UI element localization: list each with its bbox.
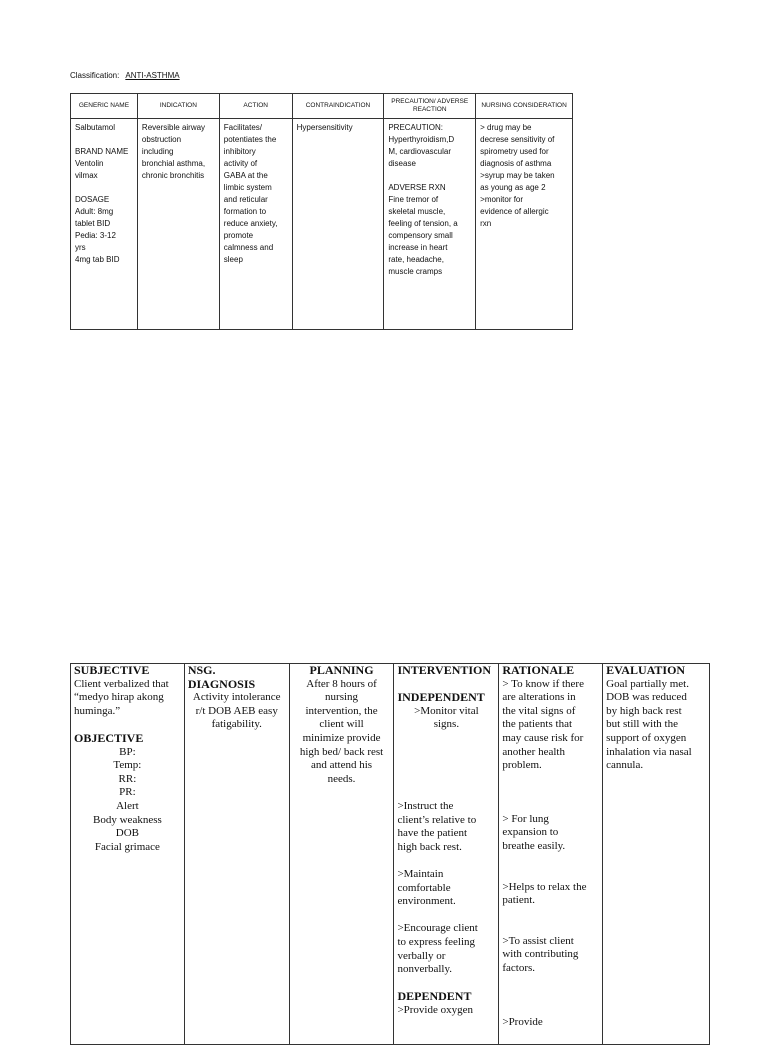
header-indication: INDICATION: [137, 94, 219, 119]
dose-1: Adult: 8mg: [75, 207, 114, 216]
action-line: limbic system: [223, 183, 272, 192]
indication-line: bronchial asthma,: [141, 159, 206, 168]
rationale-line: may cause risk for: [502, 731, 584, 744]
cell-precaution: [384, 119, 476, 330]
action-line: activity of: [223, 159, 258, 168]
dependent-label: DEPENDENT: [397, 989, 472, 1004]
objective-item: Body weakness: [93, 813, 162, 826]
adverse-line: Fine tremor of: [388, 195, 439, 204]
dose-5: 4mg tab BID: [75, 255, 120, 264]
ncp-row: [71, 664, 710, 1045]
adverse-line: ADVERSE RXN: [388, 183, 446, 192]
subjective-line: huminga.”: [74, 704, 121, 717]
intervention-line: high back rest.: [397, 840, 462, 853]
precaution-line: Hyperthyroidism,D: [388, 135, 455, 144]
dose-3: Pedia: 3-12: [75, 231, 116, 240]
independent-label: INDEPENDENT: [397, 690, 485, 705]
adverse-line: compensory small: [388, 231, 453, 240]
diagnosis-line: r/t DOB AEB easy: [195, 704, 278, 717]
evaluation-line: but still with the: [606, 718, 678, 731]
header-precaution: PRECAUTION/ ADVERSE REACTION: [384, 94, 476, 119]
planning-header: PLANNING: [309, 663, 374, 677]
subjective-header: SUBJECTIVE: [74, 663, 150, 677]
action-line: GABA at the: [223, 171, 268, 180]
diagnosis-line: fatigability.: [211, 718, 262, 731]
action-line: potentiates the: [223, 135, 277, 144]
intervention-line: signs.: [433, 718, 460, 731]
generic-name: Salbutamol: [75, 123, 116, 132]
header-action: ACTION: [219, 94, 292, 119]
planning-line: intervention, the: [305, 704, 378, 717]
dose-4: yrs: [75, 243, 86, 252]
contraindication-line: Hypersensitivity: [296, 123, 353, 132]
adverse-line: feeling of tension, a: [388, 219, 458, 228]
cell-nursing-consideration: [476, 119, 573, 330]
action-line: inhibitory: [223, 147, 256, 156]
rationale-line: factors.: [502, 961, 536, 974]
nursing-line: >syrup may be taken: [480, 171, 555, 180]
header-contraindication: CONTRAINDICATION: [292, 94, 384, 119]
intervention-line: >Monitor vital: [414, 704, 479, 717]
rationale-line: >Helps to relax the: [502, 880, 587, 893]
planning-line: After 8 hours of: [306, 677, 377, 690]
nursing-line: >monitor for: [480, 195, 524, 204]
cell-indication: [137, 119, 219, 330]
rationale-header: RATIONALE: [502, 663, 575, 677]
brand-1: Ventolin: [75, 159, 104, 168]
evaluation-line: by high back rest: [606, 704, 682, 717]
indication-line: chronic bronchitis: [141, 171, 205, 180]
cell-diagnosis: [184, 664, 289, 1045]
nursing-line: spirometry used for: [480, 147, 549, 156]
rationale-line: the vital signs of: [502, 704, 576, 717]
cell-generic-name: [71, 119, 138, 330]
planning-line: high bed/ back rest: [299, 745, 384, 758]
subjective-line: Client verbalized that: [74, 677, 169, 690]
adverse-line: increase in heart: [388, 243, 448, 252]
objective-item: Temp:: [113, 759, 142, 772]
precaution-line: PRECAUTION:: [388, 123, 443, 132]
rationale-line: expansion to: [502, 826, 559, 839]
rationale-line: >To assist client: [502, 934, 574, 947]
nursing-line: rxn: [480, 219, 492, 228]
objective-item: BP:: [119, 745, 136, 758]
rationale-line: with contributing: [502, 948, 579, 961]
action-line: reduce anxiety,: [223, 219, 278, 228]
objective-item: Alert: [116, 799, 139, 812]
indication-line: Reversible airway: [141, 123, 206, 132]
drug-table-header-row: [71, 94, 573, 119]
evaluation-line: DOB was reduced: [606, 691, 687, 704]
cell-evaluation: [603, 664, 710, 1045]
dosage-label: DOSAGE: [75, 195, 110, 204]
intervention-line: have the patient: [397, 827, 468, 840]
intervention-line: client’s relative to: [397, 813, 477, 826]
drug-study-table: [70, 93, 573, 330]
drug-table-body-row: [71, 119, 573, 330]
intervention-line: environment.: [397, 895, 456, 908]
classification-line: [70, 71, 180, 80]
adverse-line: rate, headache,: [388, 255, 444, 264]
intervention-line: to express feeling: [397, 935, 476, 948]
precaution-line: disease: [388, 159, 416, 168]
nursing-care-plan-table: [70, 663, 710, 1045]
intervention-line: >Instruct the: [397, 799, 454, 812]
adverse-line: skeletal muscle,: [388, 207, 446, 216]
nursing-line: as young as age 2: [480, 183, 546, 192]
nursing-line: > drug may be: [480, 123, 532, 132]
rationale-line: problem.: [502, 759, 542, 772]
action-line: formation to: [223, 207, 267, 216]
evaluation-line: support of oxygen: [606, 731, 687, 744]
intervention-line: nonverbally.: [397, 963, 453, 976]
diagnosis-line: Activity intolerance: [192, 691, 281, 704]
cell-intervention: [394, 664, 499, 1045]
objective-item: Facial grimace: [94, 840, 160, 853]
intervention-line: verbally or: [397, 949, 446, 962]
nursing-line: diagnosis of asthma: [480, 159, 552, 168]
objective-item: RR:: [118, 772, 137, 785]
action-line: promote: [223, 231, 254, 240]
evaluation-header: EVALUATION: [606, 663, 686, 677]
rationale-line: >Provide: [502, 1015, 543, 1028]
classification-value: ANTI-ASTHMA: [125, 71, 180, 80]
cell-planning: [289, 664, 394, 1045]
indication-line: including: [141, 147, 174, 156]
planning-line: and attend his: [310, 759, 373, 772]
cell-contraindication: [292, 119, 384, 330]
header-nursing-consideration: NURSING CONSIDERATION: [476, 94, 573, 119]
rationale-line: breathe easily.: [502, 839, 566, 852]
adverse-line: muscle cramps: [388, 267, 443, 276]
objective-item: PR:: [119, 786, 136, 799]
planning-line: nursing: [325, 691, 359, 704]
rationale-line: are alterations in: [502, 691, 576, 704]
brand-label: BRAND NAME: [75, 147, 129, 156]
subjective-line: “medyo hirap akong: [74, 691, 164, 704]
action-line: sleep: [223, 255, 243, 264]
intervention-line: >Maintain: [397, 867, 444, 880]
cell-subjective: [71, 664, 185, 1045]
planning-line: minimize provide: [302, 731, 381, 744]
cell-rationale: [499, 664, 603, 1045]
rationale-line: the patients that: [502, 718, 573, 731]
rationale-line: > To know if there: [502, 677, 584, 690]
dose-2: tablet BID: [75, 219, 111, 228]
evaluation-line: Goal partially met.: [606, 677, 689, 690]
action-line: and reticular: [223, 195, 268, 204]
cell-action: [219, 119, 292, 330]
planning-line: needs.: [327, 772, 356, 785]
precaution-line: M, cardiovascular: [388, 147, 452, 156]
rationale-line: patient.: [502, 894, 536, 907]
evaluation-line: cannula.: [606, 759, 644, 772]
indication-line: obstruction: [141, 135, 182, 144]
action-line: calmness and: [223, 243, 274, 252]
intervention-header: INTERVENTION: [397, 663, 492, 677]
header-generic-name: GENERIC NAME: [71, 94, 138, 119]
nursing-line: decrese sensitivity of: [480, 135, 555, 144]
planning-line: client will: [319, 718, 364, 731]
rationale-line: > For lung: [502, 812, 549, 825]
evaluation-line: inhalation via nasal: [606, 745, 692, 758]
objective-item: DOB: [115, 827, 140, 840]
brand-2: vilmax: [75, 171, 98, 180]
classification-label: Classification:: [70, 71, 120, 80]
objective-header: OBJECTIVE: [74, 730, 144, 745]
nursing-line: evidence of allergic: [480, 207, 549, 216]
action-line: Facilitates/: [223, 123, 263, 132]
intervention-line: >Provide oxygen: [397, 1003, 473, 1016]
intervention-line: >Encourage client: [397, 922, 478, 935]
diagnosis-header: NSG. DIAGNOSIS: [187, 663, 256, 691]
rationale-line: another health: [502, 745, 565, 758]
intervention-line: comfortable: [397, 881, 451, 894]
